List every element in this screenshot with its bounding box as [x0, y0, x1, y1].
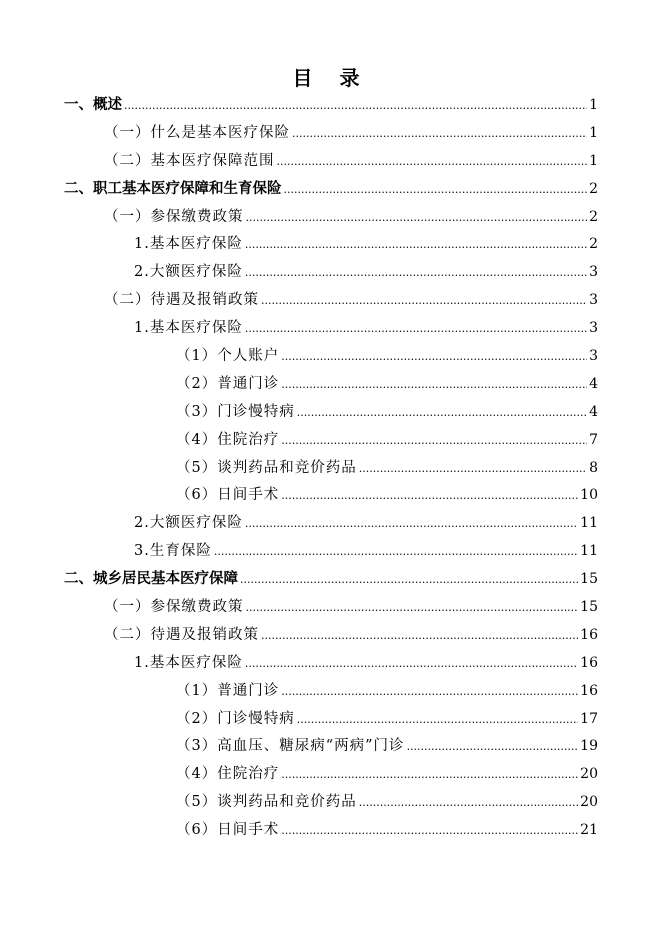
toc-entry-label: （二）基本医疗保障范围	[104, 152, 275, 169]
toc-entry-label: 1.基本医疗保险	[134, 236, 243, 253]
toc-entry[interactable]	[0, 789, 662, 817]
toc-entry-label: （1）普通门诊	[176, 682, 280, 699]
toc-entry-label: （一）参保缴费政策	[104, 208, 244, 225]
toc-entry[interactable]	[0, 399, 662, 427]
toc-entry-page-number: 3	[589, 264, 598, 281]
dot-leader	[240, 566, 578, 594]
dot-leader	[359, 789, 578, 817]
toc-entry-page-number: 8	[589, 459, 598, 476]
toc-entry[interactable]	[0, 733, 662, 761]
toc-entry-label: （3）门诊慢特病	[176, 403, 295, 420]
toc-entry-label: （一）参保缴费政策	[104, 599, 244, 616]
dot-leader	[281, 482, 578, 510]
table-of-contents	[0, 92, 662, 845]
toc-entry[interactable]	[0, 92, 662, 120]
toc-entry[interactable]	[0, 482, 662, 510]
toc-entry[interactable]	[0, 259, 662, 287]
toc-entry-page-number: 3	[589, 292, 598, 309]
toc-entry-label: （6）日间手术	[176, 822, 280, 839]
toc-entry-page-number: 10	[580, 487, 598, 504]
dot-leader	[359, 455, 587, 483]
toc-entry-label: 一、概述	[64, 97, 122, 113]
dot-leader	[292, 120, 587, 148]
dot-leader	[246, 594, 579, 622]
toc-entry-label: （3）高血压、糖尿病“两病”门诊	[176, 738, 405, 755]
toc-entry-page-number: 20	[580, 794, 598, 811]
toc-entry[interactable]	[0, 176, 662, 204]
dot-leader	[245, 510, 578, 538]
toc-title: 目 录	[292, 66, 370, 90]
toc-entry-label: （2）普通门诊	[176, 375, 280, 392]
toc-entry-label: 1.基本医疗保险	[134, 654, 243, 671]
toc-entry-page-number: 2	[589, 208, 598, 225]
toc-entry-label: （4）住院治疗	[176, 766, 280, 783]
toc-entry-label: 2.大额医疗保险	[134, 264, 243, 281]
dot-leader	[407, 733, 579, 761]
toc-entry-page-number: 1	[589, 152, 598, 169]
dot-leader	[214, 538, 578, 566]
toc-entry-page-number: 21	[580, 822, 598, 839]
toc-entry-label: 2.大额医疗保险	[134, 515, 243, 532]
toc-entry[interactable]	[0, 343, 662, 371]
toc-entry-label: （2）门诊慢特病	[176, 710, 295, 727]
toc-entry-page-number: 3	[589, 348, 598, 365]
dot-leader	[297, 706, 578, 734]
toc-entry-label: （4）住院治疗	[176, 431, 280, 448]
toc-entry-page-number: 1	[589, 124, 598, 141]
toc-entry-label: （5）谈判药品和竞价药品	[176, 459, 357, 476]
dot-leader	[245, 259, 587, 287]
toc-entry-page-number: 20	[580, 766, 598, 783]
toc-entry-page-number: 16	[580, 654, 598, 671]
toc-entry[interactable]	[0, 678, 662, 706]
toc-entry-page-number: 19	[580, 738, 598, 755]
toc-entry[interactable]	[0, 455, 662, 483]
toc-entry-label: 3.生育保险	[134, 543, 212, 560]
toc-entry-label: （1）个人账户	[176, 348, 280, 365]
toc-entry[interactable]	[0, 538, 662, 566]
toc-entry-label: （二）待遇及报销政策	[104, 626, 259, 643]
toc-entry-page-number: 3	[589, 320, 598, 337]
dot-leader	[245, 315, 587, 343]
toc-entry[interactable]	[0, 120, 662, 148]
toc-entry-label: （6）日间手术	[176, 487, 280, 504]
toc-entry[interactable]	[0, 148, 662, 176]
dot-leader	[246, 204, 588, 232]
toc-entry[interactable]	[0, 510, 662, 538]
toc-entry-label: 二、职工基本医疗保障和生育保险	[64, 180, 282, 197]
toc-entry[interactable]	[0, 287, 662, 315]
dot-leader	[281, 817, 578, 845]
toc-entry[interactable]	[0, 371, 662, 399]
dot-leader	[245, 650, 578, 678]
toc-entry[interactable]	[0, 204, 662, 232]
dot-leader	[281, 761, 578, 789]
dot-leader	[281, 371, 587, 399]
toc-entry[interactable]	[0, 761, 662, 789]
dot-leader	[277, 148, 588, 176]
toc-entry-label: 二、城乡居民基本医疗保障	[64, 571, 238, 588]
toc-entry[interactable]	[0, 231, 662, 259]
toc-entry-page-number: 11	[580, 515, 598, 532]
toc-entry[interactable]	[0, 706, 662, 734]
toc-entry-page-number: 1	[589, 97, 598, 113]
toc-entry[interactable]	[0, 622, 662, 650]
toc-entry[interactable]	[0, 427, 662, 455]
toc-entry-page-number: 4	[589, 403, 598, 420]
toc-entry[interactable]	[0, 566, 662, 594]
toc-entry-page-number: 2	[589, 236, 598, 253]
toc-entry-label: 1.基本医疗保险	[134, 320, 243, 337]
toc-entry-label: （5）谈判药品和竞价药品	[176, 794, 357, 811]
dot-leader	[261, 287, 587, 315]
dot-leader	[297, 399, 587, 427]
dot-leader	[281, 678, 578, 706]
toc-entry-page-number: 15	[580, 571, 598, 588]
toc-entry-page-number: 15	[580, 599, 598, 616]
toc-entry-page-number: 11	[580, 543, 598, 560]
toc-entry[interactable]	[0, 817, 662, 845]
dot-leader	[281, 427, 587, 455]
toc-entry[interactable]	[0, 315, 662, 343]
toc-entry-page-number: 17	[580, 710, 598, 727]
toc-entry-page-number: 2	[589, 180, 598, 197]
toc-entry-page-number: 16	[580, 626, 598, 643]
toc-entry-label: （一）什么是基本医疗保险	[104, 124, 290, 141]
dot-leader	[245, 231, 587, 259]
dot-leader	[284, 176, 588, 204]
toc-entry-label: （二）待遇及报销政策	[104, 292, 259, 309]
toc-entry[interactable]	[0, 650, 662, 678]
toc-entry-page-number: 16	[580, 682, 598, 699]
dot-leader	[281, 343, 587, 371]
toc-entry-page-number: 7	[589, 431, 598, 448]
toc-entry[interactable]	[0, 594, 662, 622]
dot-leader	[261, 622, 578, 650]
dot-leader	[124, 92, 587, 120]
toc-entry-page-number: 4	[589, 375, 598, 392]
